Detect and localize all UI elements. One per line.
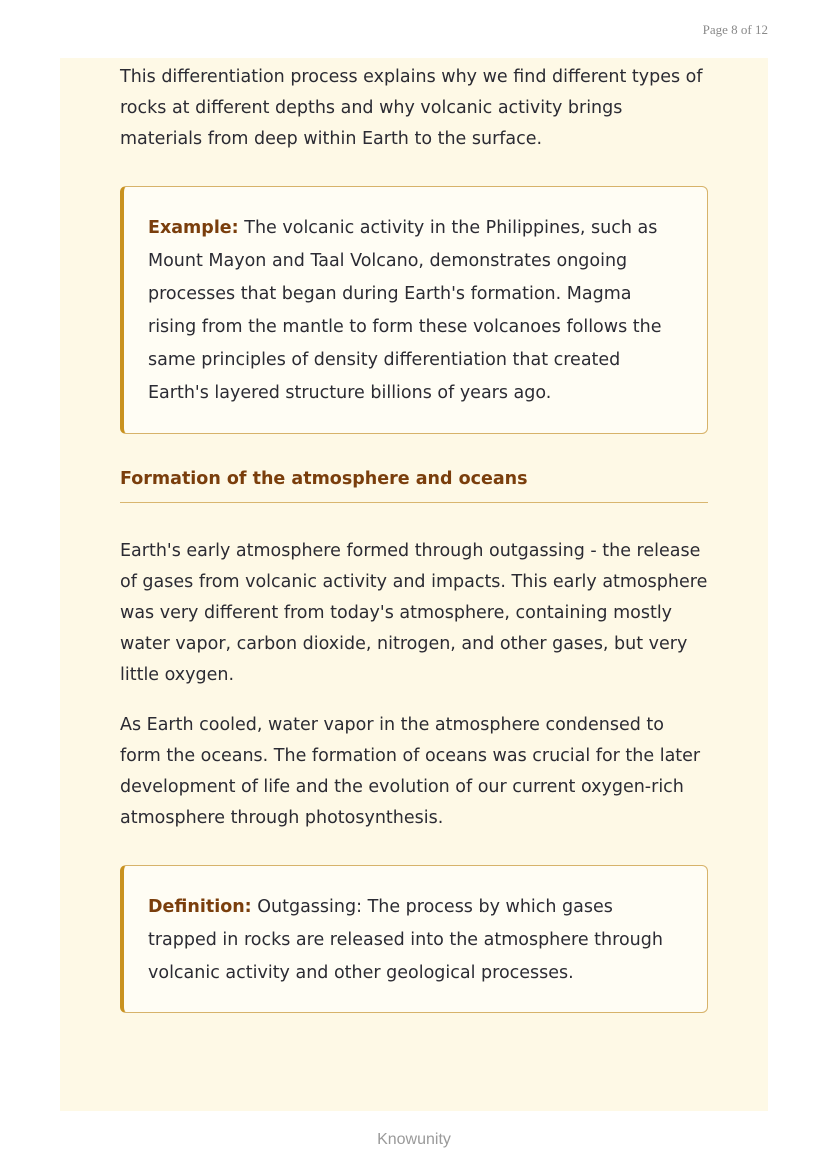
footer-brand: Knowunity — [377, 1131, 451, 1148]
definition-label: Definition: — [148, 897, 252, 917]
example-text: The volcanic activity in the Philippines, such as Mount Mayon and Taal Volcano, demonstrates ongoing processes that began during Earth's formation. Magma rising from the mantle to form these volcanoes follows the same principles of density differentiation that created Earth's layered structure billions of years ago. — [148, 218, 662, 403]
example-callout — [120, 186, 708, 434]
example-label: Example: — [148, 218, 239, 238]
definition-callout — [120, 865, 708, 1013]
definition-text: Outgassing: The process by which gases trapped in rocks are released into the atmosphere through volcanic activity and other geological processes. — [148, 897, 663, 983]
page-content-panel — [60, 58, 768, 1111]
section-heading: Formation of the atmosphere and oceans — [120, 469, 708, 503]
page-number: Page 8 of 12 — [702, 22, 768, 37]
definition-text-block — [148, 891, 681, 990]
intro-paragraph: This differentiation process explains why we find different types of rocks at different depths and why volcanic activity brings materials from deep within Earth to the surface. — [120, 67, 703, 149]
example-text-block — [148, 212, 681, 410]
atmosphere-paragraph: Earth's early atmosphere formed through outgassing - the release of gases from volcanic activity and impacts. This early atmosphere was very different from today's atmosphere, containing mostly water vapor, carbon dioxide, nitrogen, and other gases, but very little oxygen. — [120, 541, 708, 685]
oceans-paragraph: As Earth cooled, water vapor in the atmosphere condensed to form the oceans. The formation of oceans was crucial for the later development of life and the evolution of our current oxygen-rich atmosphere through photosynthesis. — [120, 715, 701, 828]
content-column — [120, 58, 708, 1013]
